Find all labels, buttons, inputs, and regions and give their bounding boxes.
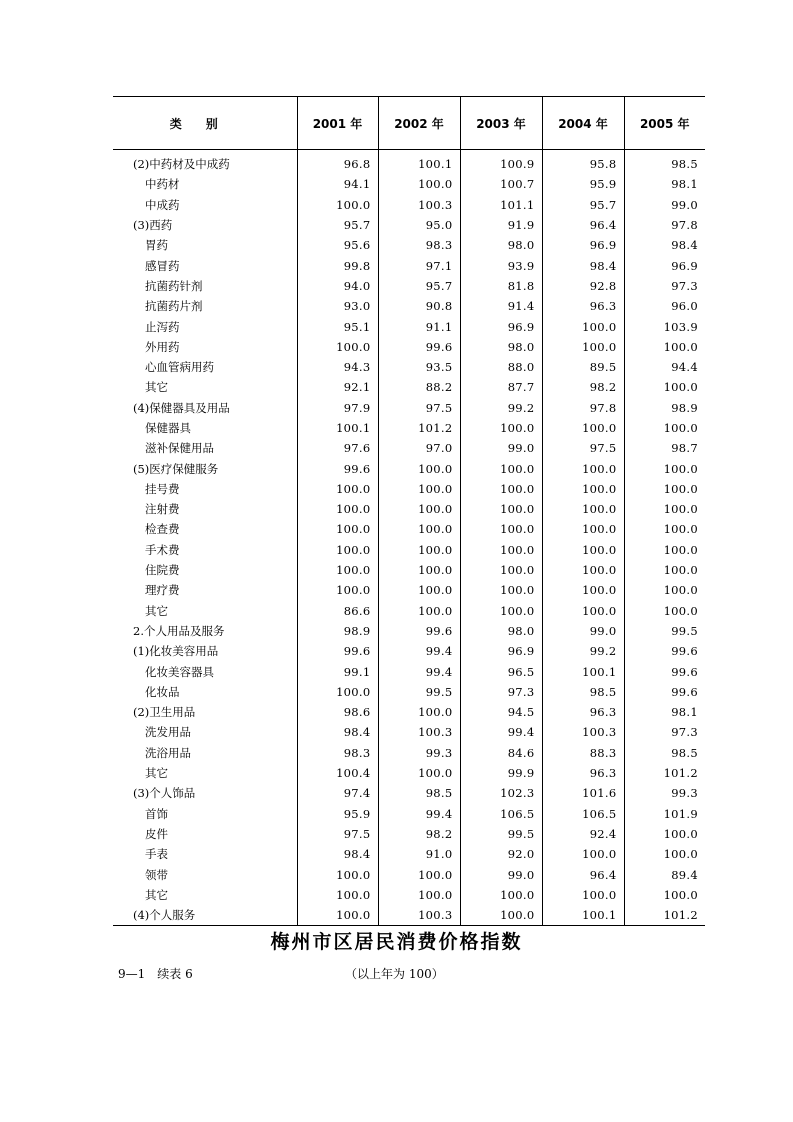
index-value: 96.5 bbox=[460, 661, 542, 681]
index-value: 99.8 bbox=[297, 255, 378, 275]
row-label: 中成药 bbox=[145, 197, 180, 212]
index-value: 100.0 bbox=[297, 519, 378, 539]
index-value: 93.5 bbox=[378, 357, 460, 377]
table-row bbox=[113, 864, 705, 884]
index-value: 92.0 bbox=[460, 844, 542, 864]
index-value: 99.2 bbox=[460, 398, 542, 418]
index-value: 100.1 bbox=[542, 905, 624, 926]
index-value: 100.0 bbox=[542, 458, 624, 478]
index-value: 100.0 bbox=[624, 337, 705, 357]
index-value: 106.5 bbox=[460, 804, 542, 824]
table-row bbox=[113, 763, 705, 783]
index-value: 100.0 bbox=[297, 864, 378, 884]
index-value: 97.0 bbox=[378, 438, 460, 458]
index-value: 98.2 bbox=[542, 377, 624, 397]
row-label: 洗发用品 bbox=[145, 725, 191, 740]
index-value: 100.0 bbox=[542, 337, 624, 357]
index-value: 100.0 bbox=[378, 885, 460, 905]
index-value: 88.2 bbox=[378, 377, 460, 397]
page-title: 梅州市区居民消费价格指数 bbox=[270, 931, 523, 953]
price-index-table bbox=[113, 96, 705, 926]
index-value: 100.0 bbox=[624, 458, 705, 478]
index-value: 98.3 bbox=[297, 743, 378, 763]
index-value: 100.0 bbox=[624, 580, 705, 600]
index-value: 100.0 bbox=[297, 580, 378, 600]
index-value: 93.0 bbox=[297, 296, 378, 316]
index-value: 97.4 bbox=[297, 783, 378, 803]
index-value: 91.9 bbox=[460, 215, 542, 235]
row-label: (4)保健器具及用品 bbox=[133, 400, 230, 415]
table-row bbox=[113, 150, 705, 175]
index-value: 91.1 bbox=[378, 316, 460, 336]
index-value: 99.4 bbox=[378, 641, 460, 661]
index-value: 95.8 bbox=[542, 150, 624, 175]
table-row bbox=[113, 560, 705, 580]
table-row bbox=[113, 235, 705, 255]
index-value: 99.6 bbox=[297, 458, 378, 478]
index-value: 97.9 bbox=[297, 398, 378, 418]
index-value: 99.4 bbox=[460, 722, 542, 742]
row-label: 皮件 bbox=[145, 826, 168, 841]
index-value: 100.0 bbox=[624, 540, 705, 560]
index-value: 100.3 bbox=[378, 905, 460, 926]
row-label: 化妆品 bbox=[145, 684, 180, 699]
index-value: 84.6 bbox=[460, 743, 542, 763]
index-value: 87.7 bbox=[460, 377, 542, 397]
table-row bbox=[113, 458, 705, 478]
table-row bbox=[113, 316, 705, 336]
index-value: 100.0 bbox=[460, 499, 542, 519]
index-value: 93.9 bbox=[460, 255, 542, 275]
table-row bbox=[113, 844, 705, 864]
row-label: 手表 bbox=[145, 847, 168, 862]
table-row bbox=[113, 580, 705, 600]
index-value: 90.8 bbox=[378, 296, 460, 316]
index-value: 100.0 bbox=[624, 844, 705, 864]
index-value: 98.4 bbox=[297, 844, 378, 864]
index-value: 99.5 bbox=[378, 682, 460, 702]
index-value: 98.9 bbox=[624, 398, 705, 418]
header-year: 2001 年 bbox=[297, 97, 378, 150]
index-value: 99.6 bbox=[624, 641, 705, 661]
index-value: 99.0 bbox=[460, 864, 542, 884]
table-row bbox=[113, 783, 705, 803]
index-value: 100.0 bbox=[378, 702, 460, 722]
index-value: 99.3 bbox=[378, 743, 460, 763]
index-value: 98.6 bbox=[297, 702, 378, 722]
index-value: 97.3 bbox=[624, 276, 705, 296]
table-row bbox=[113, 195, 705, 215]
index-value: 100.1 bbox=[297, 418, 378, 438]
index-value: 96.9 bbox=[542, 235, 624, 255]
index-value: 97.1 bbox=[378, 255, 460, 275]
row-label: 手术费 bbox=[145, 542, 180, 557]
index-value: 98.4 bbox=[624, 235, 705, 255]
table-row bbox=[113, 885, 705, 905]
index-value: 95.6 bbox=[297, 235, 378, 255]
row-label: 止泻药 bbox=[145, 319, 180, 334]
index-value: 100.0 bbox=[542, 499, 624, 519]
index-value: 100.0 bbox=[297, 682, 378, 702]
index-value: 99.6 bbox=[297, 641, 378, 661]
header-category bbox=[113, 97, 297, 150]
index-value: 100.0 bbox=[297, 195, 378, 215]
index-value: 100.0 bbox=[378, 479, 460, 499]
index-value: 97.3 bbox=[624, 722, 705, 742]
index-value: 99.6 bbox=[378, 337, 460, 357]
index-value: 100.0 bbox=[542, 885, 624, 905]
index-value: 100.0 bbox=[297, 905, 378, 926]
index-value: 100.0 bbox=[624, 824, 705, 844]
index-value: 95.0 bbox=[378, 215, 460, 235]
index-value: 100.0 bbox=[542, 519, 624, 539]
index-value: 100.0 bbox=[378, 864, 460, 884]
table-row bbox=[113, 174, 705, 194]
index-value: 100.0 bbox=[297, 885, 378, 905]
index-value: 100.1 bbox=[378, 150, 460, 175]
index-value: 100.0 bbox=[378, 580, 460, 600]
row-label: 其它 bbox=[145, 603, 168, 618]
index-value: 100.0 bbox=[542, 580, 624, 600]
index-value: 97.6 bbox=[297, 438, 378, 458]
index-value: 98.0 bbox=[460, 621, 542, 641]
row-label: 注射费 bbox=[145, 502, 180, 517]
row-label: (2)卫生用品 bbox=[133, 705, 196, 720]
row-label: (3)西药 bbox=[133, 218, 173, 233]
index-value: 94.3 bbox=[297, 357, 378, 377]
index-value: 100.0 bbox=[297, 479, 378, 499]
row-label: 滋补保健用品 bbox=[145, 441, 214, 456]
index-value: 100.1 bbox=[542, 661, 624, 681]
index-value: 99.6 bbox=[624, 661, 705, 681]
row-label: 其它 bbox=[145, 380, 168, 395]
index-value: 100.3 bbox=[542, 722, 624, 742]
index-value: 96.0 bbox=[624, 296, 705, 316]
index-value: 98.0 bbox=[460, 235, 542, 255]
index-value: 99.0 bbox=[542, 621, 624, 641]
table-row bbox=[113, 519, 705, 539]
index-value: 95.7 bbox=[297, 215, 378, 235]
index-value: 99.1 bbox=[297, 661, 378, 681]
index-value: 92.4 bbox=[542, 824, 624, 844]
row-label: 保健器具 bbox=[145, 421, 191, 435]
index-value: 94.0 bbox=[297, 276, 378, 296]
index-value: 101.1 bbox=[460, 195, 542, 215]
index-value: 94.4 bbox=[624, 357, 705, 377]
row-label: 其它 bbox=[145, 887, 168, 902]
row-label: 住院费 bbox=[145, 563, 180, 578]
index-value: 99.4 bbox=[378, 804, 460, 824]
index-value: 99.5 bbox=[460, 824, 542, 844]
row-label: 感冒药 bbox=[145, 258, 180, 273]
row-label: (5)医疗保健服务 bbox=[133, 461, 219, 476]
index-value: 98.4 bbox=[542, 255, 624, 275]
index-value: 98.9 bbox=[297, 621, 378, 641]
row-label: 检查费 bbox=[145, 522, 180, 537]
table-row bbox=[113, 661, 705, 681]
index-value: 100.0 bbox=[297, 337, 378, 357]
row-label: 心血管病用药 bbox=[145, 360, 214, 375]
row-label: 理疗费 bbox=[145, 583, 180, 598]
index-value: 89.4 bbox=[624, 864, 705, 884]
table-body bbox=[113, 150, 705, 926]
index-value: 99.5 bbox=[624, 621, 705, 641]
table-row bbox=[113, 296, 705, 316]
index-value: 101.2 bbox=[624, 763, 705, 783]
index-value: 100.4 bbox=[297, 763, 378, 783]
index-value: 100.0 bbox=[378, 601, 460, 621]
index-value: 100.0 bbox=[542, 540, 624, 560]
index-value: 100.0 bbox=[297, 499, 378, 519]
row-label: 化妆美容器具 bbox=[145, 664, 214, 679]
index-value: 100.0 bbox=[460, 479, 542, 499]
index-value: 95.7 bbox=[542, 195, 624, 215]
table-row bbox=[113, 743, 705, 763]
index-value: 100.0 bbox=[378, 560, 460, 580]
index-value: 96.3 bbox=[542, 763, 624, 783]
index-value: 100.0 bbox=[460, 601, 542, 621]
table-row bbox=[113, 641, 705, 661]
table-row bbox=[113, 722, 705, 742]
index-value: 100.0 bbox=[460, 885, 542, 905]
row-label: 胃药 bbox=[145, 238, 168, 253]
header-row bbox=[113, 97, 705, 150]
index-value: 100.0 bbox=[624, 601, 705, 621]
table-row bbox=[113, 905, 705, 926]
table-row bbox=[113, 479, 705, 499]
row-label: 2.个人用品及服务 bbox=[133, 623, 225, 638]
table-row bbox=[113, 398, 705, 418]
table-row bbox=[113, 276, 705, 296]
row-label: 其它 bbox=[145, 766, 168, 781]
unit-note: （以上年为 100） bbox=[345, 967, 444, 981]
index-value: 102.3 bbox=[460, 783, 542, 803]
index-value: 98.7 bbox=[624, 438, 705, 458]
table-header bbox=[113, 97, 705, 150]
index-value: 96.9 bbox=[460, 316, 542, 336]
table-row bbox=[113, 601, 705, 621]
index-value: 100.3 bbox=[378, 722, 460, 742]
index-value: 96.4 bbox=[542, 864, 624, 884]
index-value: 100.0 bbox=[542, 479, 624, 499]
index-value: 95.1 bbox=[297, 316, 378, 336]
index-value: 100.7 bbox=[460, 174, 542, 194]
index-value: 96.4 bbox=[542, 215, 624, 235]
header-year: 2003 年 bbox=[460, 97, 542, 150]
index-value: 100.0 bbox=[624, 560, 705, 580]
index-value: 106.5 bbox=[542, 804, 624, 824]
index-value: 96.9 bbox=[460, 641, 542, 661]
index-value: 98.5 bbox=[378, 783, 460, 803]
index-value: 96.8 bbox=[297, 150, 378, 175]
index-value: 98.5 bbox=[624, 743, 705, 763]
index-value: 98.1 bbox=[624, 174, 705, 194]
header-year: 2005 年 bbox=[624, 97, 705, 150]
row-label: (1)化妆美容用品 bbox=[133, 644, 219, 659]
index-value: 88.0 bbox=[460, 357, 542, 377]
row-label: 中药材 bbox=[145, 177, 180, 192]
index-value: 92.8 bbox=[542, 276, 624, 296]
index-value: 101.6 bbox=[542, 783, 624, 803]
index-value: 91.4 bbox=[460, 296, 542, 316]
index-value: 100.0 bbox=[542, 601, 624, 621]
index-value: 100.0 bbox=[460, 580, 542, 600]
header-year: 2002 年 bbox=[378, 97, 460, 150]
index-value: 89.5 bbox=[542, 357, 624, 377]
row-label: 首饰 bbox=[145, 806, 168, 821]
table-row bbox=[113, 357, 705, 377]
index-value: 98.3 bbox=[378, 235, 460, 255]
index-value: 100.0 bbox=[460, 458, 542, 478]
index-value: 100.0 bbox=[624, 499, 705, 519]
index-value: 101.2 bbox=[378, 418, 460, 438]
index-value: 97.3 bbox=[460, 682, 542, 702]
index-value: 100.0 bbox=[378, 519, 460, 539]
index-value: 99.6 bbox=[624, 682, 705, 702]
table-row bbox=[113, 702, 705, 722]
index-value: 100.0 bbox=[460, 905, 542, 926]
index-value: 95.9 bbox=[297, 804, 378, 824]
index-value: 97.5 bbox=[542, 438, 624, 458]
index-value: 100.0 bbox=[378, 540, 460, 560]
index-value: 100.0 bbox=[297, 560, 378, 580]
index-value: 97.5 bbox=[378, 398, 460, 418]
table-row bbox=[113, 337, 705, 357]
table-row bbox=[113, 804, 705, 824]
index-value: 99.0 bbox=[460, 438, 542, 458]
index-value: 100.0 bbox=[378, 458, 460, 478]
index-value: 99.6 bbox=[378, 621, 460, 641]
index-value: 100.0 bbox=[378, 174, 460, 194]
index-value: 97.8 bbox=[624, 215, 705, 235]
index-value: 96.3 bbox=[542, 702, 624, 722]
index-value: 100.0 bbox=[624, 479, 705, 499]
table-row bbox=[113, 255, 705, 275]
index-value: 99.4 bbox=[378, 661, 460, 681]
index-value: 99.9 bbox=[460, 763, 542, 783]
index-value: 100.9 bbox=[460, 150, 542, 175]
index-value: 100.0 bbox=[624, 519, 705, 539]
index-value: 100.0 bbox=[460, 519, 542, 539]
row-label: 领带 bbox=[145, 867, 168, 882]
index-value: 100.3 bbox=[378, 195, 460, 215]
index-value: 95.9 bbox=[542, 174, 624, 194]
index-value: 100.0 bbox=[624, 377, 705, 397]
index-value: 98.5 bbox=[624, 150, 705, 175]
index-value: 97.5 bbox=[297, 824, 378, 844]
index-value: 101.9 bbox=[624, 804, 705, 824]
index-value: 98.4 bbox=[297, 722, 378, 742]
index-value: 98.2 bbox=[378, 824, 460, 844]
row-label: 抗菌药片剂 bbox=[145, 299, 203, 314]
index-value: 86.6 bbox=[297, 601, 378, 621]
index-value: 100.0 bbox=[542, 418, 624, 438]
index-value: 100.0 bbox=[624, 885, 705, 905]
table-row bbox=[113, 418, 705, 438]
row-label: 外用药 bbox=[145, 339, 180, 354]
table-row bbox=[113, 621, 705, 641]
index-value: 96.3 bbox=[542, 296, 624, 316]
index-value: 98.5 bbox=[542, 682, 624, 702]
index-value: 103.9 bbox=[624, 316, 705, 336]
index-value: 96.9 bbox=[624, 255, 705, 275]
index-value: 92.1 bbox=[297, 377, 378, 397]
header-year: 2004 年 bbox=[542, 97, 624, 150]
row-label: 洗浴用品 bbox=[145, 745, 191, 760]
index-value: 99.0 bbox=[624, 195, 705, 215]
index-value: 100.0 bbox=[378, 763, 460, 783]
index-value: 100.0 bbox=[542, 844, 624, 864]
index-value: 81.8 bbox=[460, 276, 542, 296]
header-category-label: 类 别 bbox=[169, 116, 218, 131]
index-value: 100.0 bbox=[624, 418, 705, 438]
table-row bbox=[113, 540, 705, 560]
index-value: 97.8 bbox=[542, 398, 624, 418]
index-value: 100.0 bbox=[460, 540, 542, 560]
row-label: 挂号费 bbox=[145, 481, 180, 496]
index-value: 100.0 bbox=[297, 540, 378, 560]
index-value: 100.0 bbox=[460, 418, 542, 438]
row-label: (3)个人饰品 bbox=[133, 786, 196, 801]
index-value: 88.3 bbox=[542, 743, 624, 763]
table-row bbox=[113, 438, 705, 458]
row-label: 抗菌药针剂 bbox=[145, 278, 203, 293]
row-label: (4)个人服务 bbox=[113, 905, 297, 926]
table-row bbox=[113, 499, 705, 519]
index-value: 91.0 bbox=[378, 844, 460, 864]
index-value: 100.0 bbox=[542, 560, 624, 580]
index-value: 95.7 bbox=[378, 276, 460, 296]
index-value: 101.2 bbox=[624, 905, 705, 926]
table-row bbox=[113, 215, 705, 235]
index-value: 94.5 bbox=[460, 702, 542, 722]
index-value: 100.0 bbox=[378, 499, 460, 519]
index-value: 100.0 bbox=[460, 560, 542, 580]
table-row bbox=[113, 824, 705, 844]
index-value: 98.1 bbox=[624, 702, 705, 722]
table-row bbox=[113, 682, 705, 702]
index-value: 94.1 bbox=[297, 174, 378, 194]
table-row bbox=[113, 377, 705, 397]
row-label: (2)中药材及中成药 bbox=[133, 157, 230, 172]
table-number: 9—1 续表 6 bbox=[118, 967, 193, 981]
index-value: 98.0 bbox=[460, 337, 542, 357]
index-value: 100.0 bbox=[542, 316, 624, 336]
index-value: 99.3 bbox=[624, 783, 705, 803]
index-value: 99.2 bbox=[542, 641, 624, 661]
